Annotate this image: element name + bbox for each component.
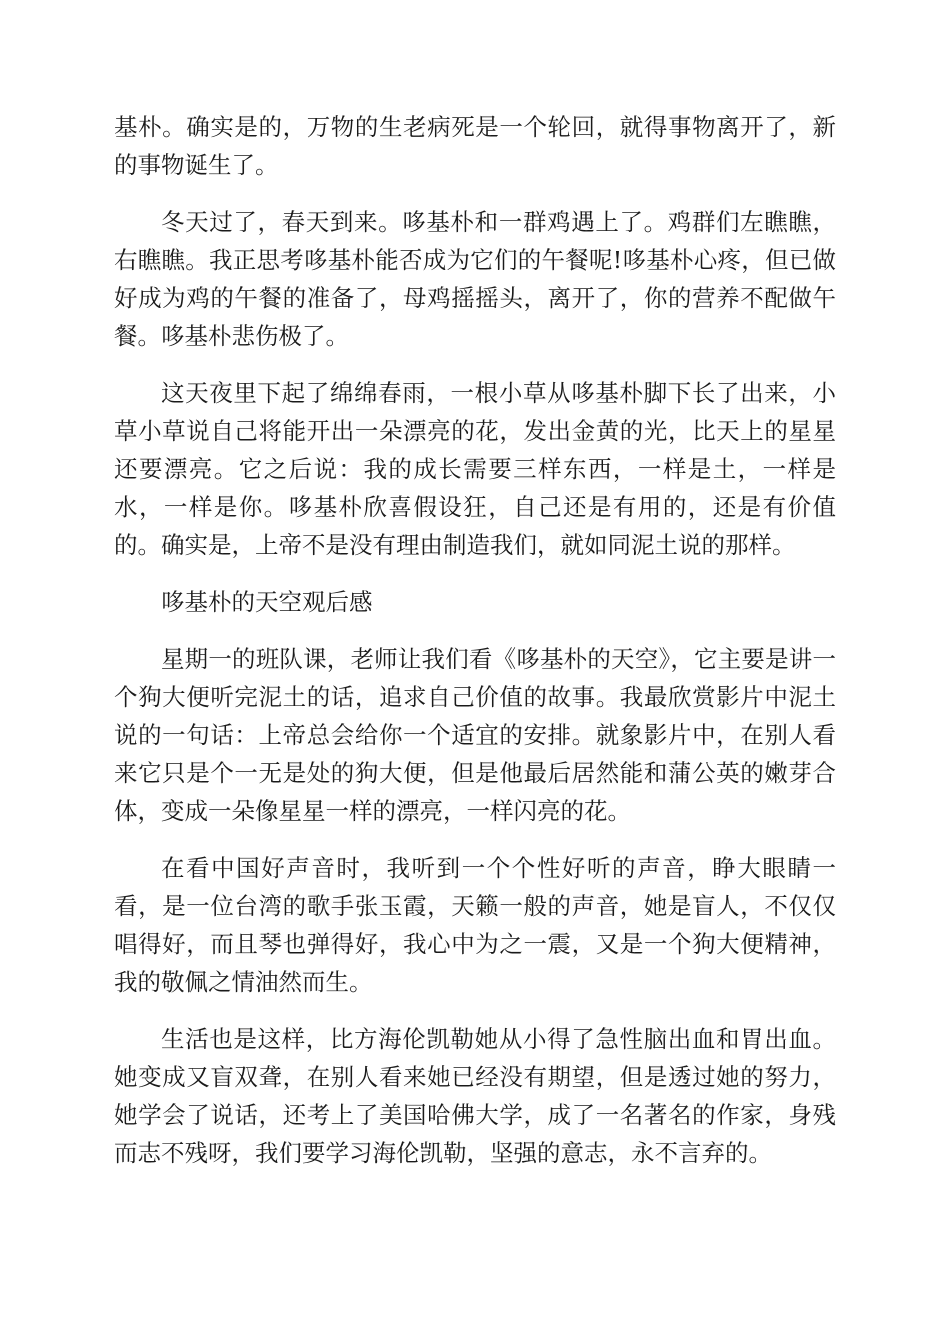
paragraph-helen-keller: 生活也是这样，比方海伦凯勒她从小得了急性脑出血和胃出血。她变成又盲双聋，在别人看来她已经没有期望，但是透过她的努力，她学会了说话，还考上了美国哈佛大学，成了一名著名的作家，身残而志不残呀，我们要学习海伦凯勒，坚强的意志，永不言弃的。: [114, 1025, 836, 1167]
paragraph-winter-chickens: 冬天过了，春天到来。哆基朴和一群鸡遇上了。鸡群们左瞧瞧，右瞧瞧。我正思考哆基朴能否成为它们的午餐呢!哆基朴心疼，但已做好成为鸡的午餐的准备了，母鸡摇摇头，离开了，你的营养不配做午餐。哆基朴悲伤极了。: [114, 208, 836, 350]
paragraph-voice-of-china: 在看中国好声音时，我听到一个个性好听的声音，睁大眼睛一看，是一位台湾的歌手张玉霞，天籁一般的声音，她是盲人，不仅仅唱得好，而且琴也弹得好，我心中为之一震，又是一个狗大便精神，我的敬佩之情油然而生。: [114, 854, 836, 996]
paragraph-continuation: 基朴。确实是的，万物的生老病死是一个轮回，就得事物离开了，新的事物诞生了。: [114, 113, 836, 179]
document-body: [114, 108, 836, 1191]
paragraph-class-movie: 星期一的班队课，老师让我们看《哆基朴的天空》，它主要是讲一个狗大便听完泥土的话，追求自己价值的故事。我最欣赏影片中泥土说的一句话：上帝总会给你一个适宜的安排。就象影片中，在别人看来它只是个一无是处的狗大便，但是他最后居然能和蒲公英的嫩芽合体，变成一朵像星星一样的漂亮，一样闪亮的花。: [114, 645, 836, 825]
section-title: 哆基朴的天空观后感: [161, 588, 373, 616]
paragraph-spring-rain-grass: 这天夜里下起了绵绵春雨，一根小草从哆基朴脚下长了出来，小草小草说自己将能开出一朵漂亮的花，发出金黄的光，比天上的星星还要漂亮。它之后说：我的成长需要三样东西，一样是土，一样是水，一样是你。哆基朴欣喜假设狂，自己还是有用的，还是有价值的。确实是，上帝不是没有理由制造我们，就如同泥土说的那样。: [114, 379, 836, 559]
